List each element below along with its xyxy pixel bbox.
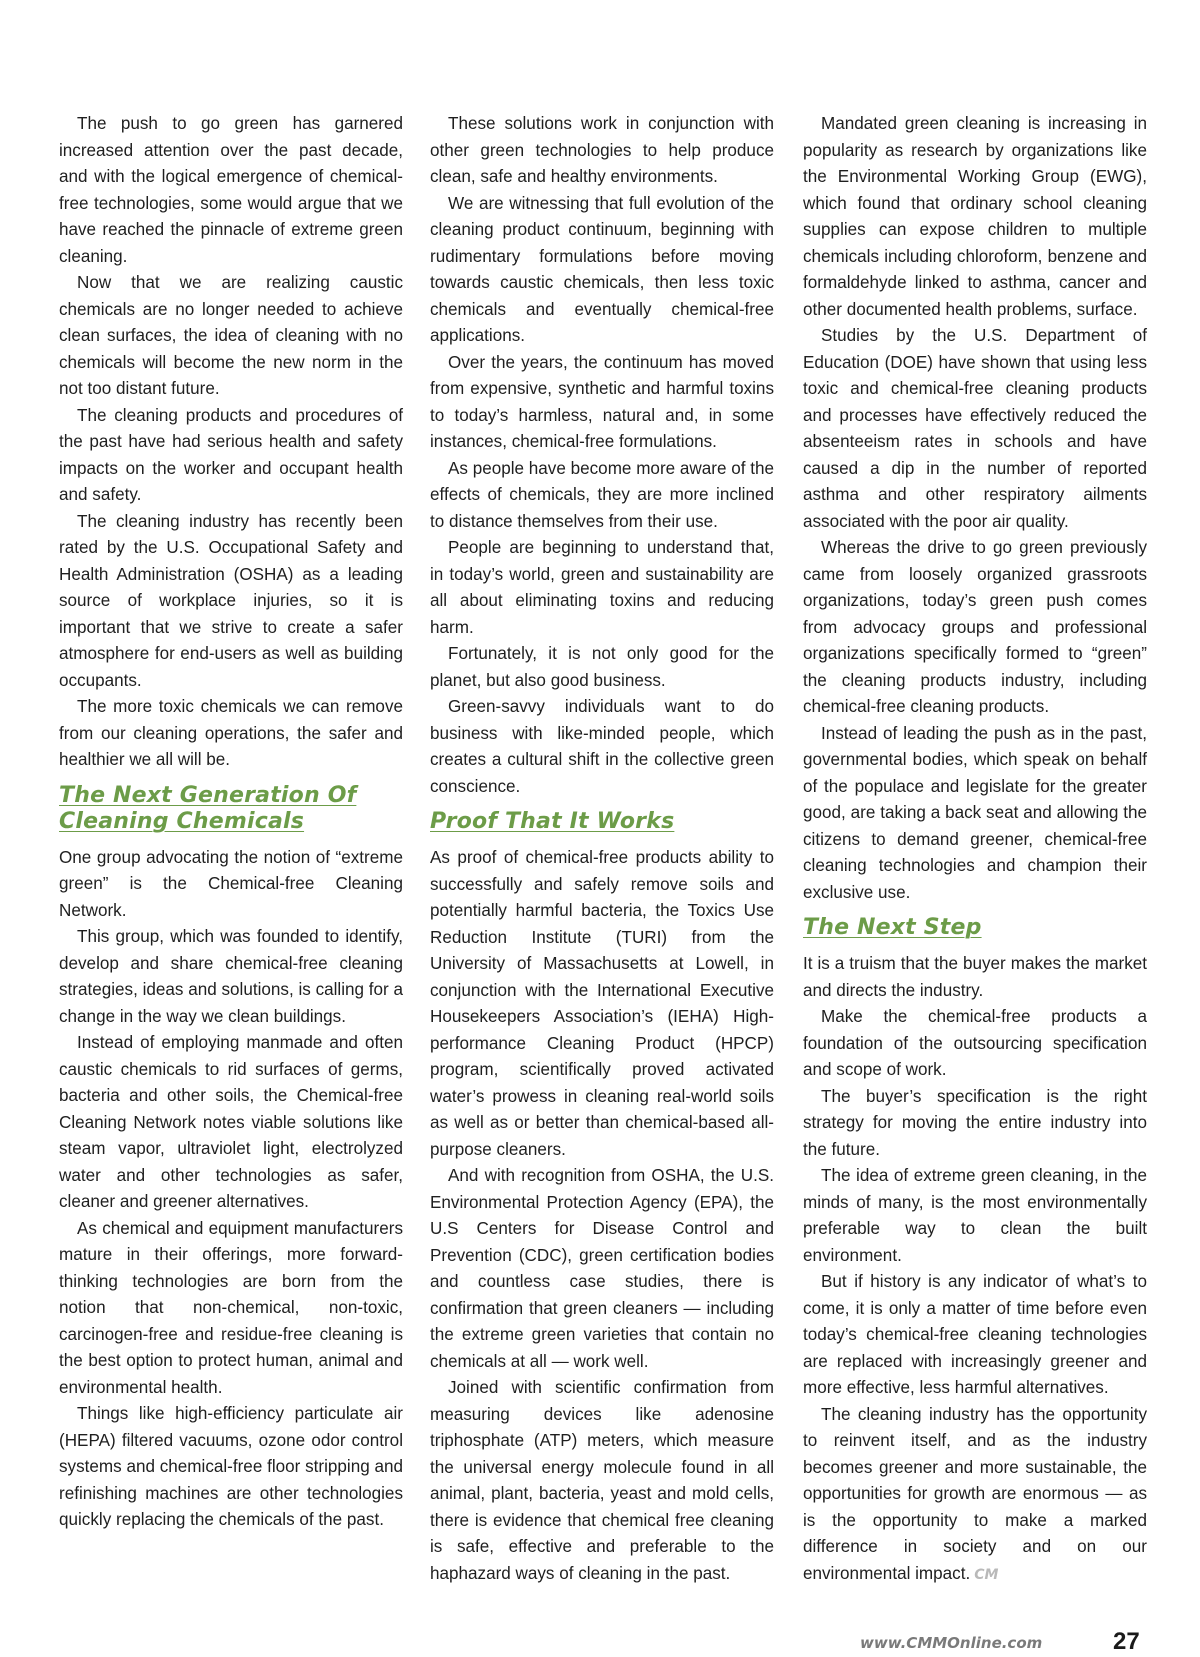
body-paragraph: But if history is any indicator of what’s to come, it is only a matter of time before even today’s chemical-free cleaning technologies are replaced with increasingly greener and more effective, less harmful alternatives. bbox=[803, 1272, 1147, 1397]
body-paragraph: These solutions work in conjunction with other green technologies to help produce clean, safe and healthy environments. bbox=[430, 114, 774, 186]
body-paragraph: As proof of chemical-free products ability to successfully and safely remove soils and potentially harmful bacteria, the Toxics Use Reduction Institute (TURI) from the University of Massachusetts at Lowell, in conjunction with the International Executive Housekeepers Association’s (IEHA) High-performance Cleaning Product (HPCP) program, scientifically proved activated water’s prowess in cleaning real-world soils as well as or better than chemical-based all-purpose cleaners. bbox=[430, 848, 774, 1159]
article-column-3 bbox=[803, 111, 1147, 1588]
article-column-2 bbox=[430, 111, 774, 1587]
body-paragraph: The cleaning industry has recently been rated by the U.S. Occupational Safety and Health Administration (OSHA) as a leading source of workplace injuries, so it is important that we strive to create a safer atmosphere for end-users as well as building occupants. bbox=[59, 511, 403, 690]
page-number: 27 bbox=[1113, 1628, 1140, 1655]
body-paragraph: Green-savvy individuals want to do business with like-minded people, which creates a cultural shift in the collective green conscience. bbox=[430, 697, 774, 796]
body-paragraph: This group, which was founded to identify, develop and share chemical-free cleaning strategies, ideas and solutions, is calling for a change in the way we clean buildings. bbox=[59, 927, 403, 1026]
body-paragraph: Joined with scientific confirmation from measuring devices like adenosine triphosphate (ATP) meters, which measure the universal energy molecule found in all animal, plant, bacteria, yeast and mold cells, there is evidence that chemical free cleaning is safe, effective and preferable to the haphazard ways of cleaning in the past. bbox=[430, 1378, 774, 1583]
body-paragraph: Make the chemical-free products a foundation of the outsourcing specification and scope of work. bbox=[803, 1007, 1147, 1079]
article-column-1 bbox=[59, 111, 403, 1534]
body-paragraph-final bbox=[803, 1402, 1147, 1589]
body-paragraph: Things like high-efficiency particulate air (HEPA) filtered vacuums, ozone odor control systems and chemical-free floor stripping and refinishing machines are other technologies quickly replacing the chemicals of the past. bbox=[59, 1404, 403, 1529]
body-paragraph: The buyer’s specification is the right strategy for moving the entire industry into the future. bbox=[803, 1086, 1147, 1159]
body-paragraph: We are witnessing that full evolution of the cleaning product continuum, beginning with rudimentary formulations before moving towards caustic chemicals, then less toxic chemicals and eventually chemical-free applications. bbox=[430, 193, 774, 345]
body-paragraph: It is a truism that the buyer makes the market and directs the industry. bbox=[803, 954, 1147, 1000]
final-paragraph-text: The cleaning industry has the opportunity to reinvent itself, and as the industry becomes greener and more sustainable, the opportunities for growth are enormous — as is the opportunity to make a marked difference in society and on our environmental impact. bbox=[803, 1404, 1147, 1583]
body-paragraph: Over the years, the continuum has moved from expensive, synthetic and harmful toxins to today’s harmless, natural and, in some instances, chemical-free formulations. bbox=[430, 352, 774, 451]
body-paragraph: Studies by the U.S. Department of Education (DOE) have shown that using less toxic and chemical-free cleaning products and processes have effectively reduced the absenteeism rates in schools and have caused a dip in the number of reported asthma and other respiratory ailments associated with the poor air quality. bbox=[803, 326, 1147, 531]
body-paragraph: Instead of employing manmade and often caustic chemicals to rid surfaces of germs, bacteria and other soils, the Chemical-free Cleaning Network notes viable solutions like steam vapor, ultraviolet light, electrolyzed water and other technologies as safer, cleaner and greener alternatives. bbox=[59, 1033, 403, 1211]
section-heading: The Next Generation Of Cleaning Chemicals bbox=[59, 782, 357, 834]
body-paragraph: The cleaning products and procedures of the past have had serious health and safety impacts on the worker and occupant health and safety. bbox=[59, 405, 403, 504]
body-paragraph: Instead of leading the push as in the past, governmental bodies, which speak on behalf of the populace and legislate for the greater good, are taking a back seat and allowing the citizens to demand greener, chemical-free cleaning technologies and champion their exclusive use. bbox=[803, 723, 1147, 902]
body-paragraph: Fortunately, it is not only good for the planet, but also good business. bbox=[430, 644, 774, 690]
footer-website-url: www.CMMOnline.com bbox=[860, 1634, 1043, 1652]
body-paragraph: As chemical and equipment manufacturers mature in their offerings, more forward-thinking technologies are born from the notion that non-chemical, non-toxic, carcinogen-free and residue-free cleaning is the best option to protect human, animal and environmental health. bbox=[59, 1218, 403, 1397]
body-paragraph: The push to go green has garnered increased attention over the past decade, and with the logical emergence of chemical-free technologies, some would argue that we have reached the pinnacle of extreme green cleaning. bbox=[59, 114, 403, 266]
section-heading: Proof That It Works bbox=[430, 809, 675, 834]
body-paragraph: And with recognition from OSHA, the U.S. Environmental Protection Agency (EPA), the U.S Centers for Disease Control and Prevention (CDC), green certification bodies and countless case studies, there is confirmation that green cleaners — including the extreme green varieties that contain no chemicals at all — work well. bbox=[430, 1166, 774, 1371]
body-paragraph: People are beginning to understand that, in today’s world, green and sustainability are all about eliminating toxins and reducing harm. bbox=[430, 538, 774, 637]
body-paragraph: The more toxic chemicals we can remove from our cleaning operations, the safer and healthier we all will be. bbox=[59, 697, 403, 769]
body-paragraph: The idea of extreme green cleaning, in the minds of many, is the most environmentally preferable way to clean the built environment. bbox=[803, 1166, 1147, 1265]
article-end-mark: CM bbox=[974, 1566, 999, 1583]
body-paragraph: One group advocating the notion of “extreme green” is the Chemical-free Cleaning Network. bbox=[59, 847, 403, 920]
section-heading: The Next Step bbox=[803, 915, 982, 940]
body-paragraph: Now that we are realizing caustic chemicals are no longer needed to achieve clean surfaces, the idea of cleaning with no chemicals will become the new norm in the not too distant future. bbox=[59, 273, 403, 398]
body-paragraph: As people have become more aware of the effects of chemicals, they are more inclined to distance themselves from their use. bbox=[430, 458, 774, 531]
body-paragraph: Mandated green cleaning is increasing in popularity as research by organizations like the Environmental Working Group (EWG), which found that ordinary school cleaning supplies can expose children to multiple chemicals including chloroform, benzene and formaldehyde linked to asthma, cancer and other documented health problems, surface. bbox=[803, 114, 1147, 319]
body-paragraph: Whereas the drive to go green previously came from loosely organized grassroots organizations, today’s green push comes from advocacy groups and professional organizations specifically formed to “green” the cleaning products industry, including chemical-free cleaning products. bbox=[803, 538, 1147, 716]
